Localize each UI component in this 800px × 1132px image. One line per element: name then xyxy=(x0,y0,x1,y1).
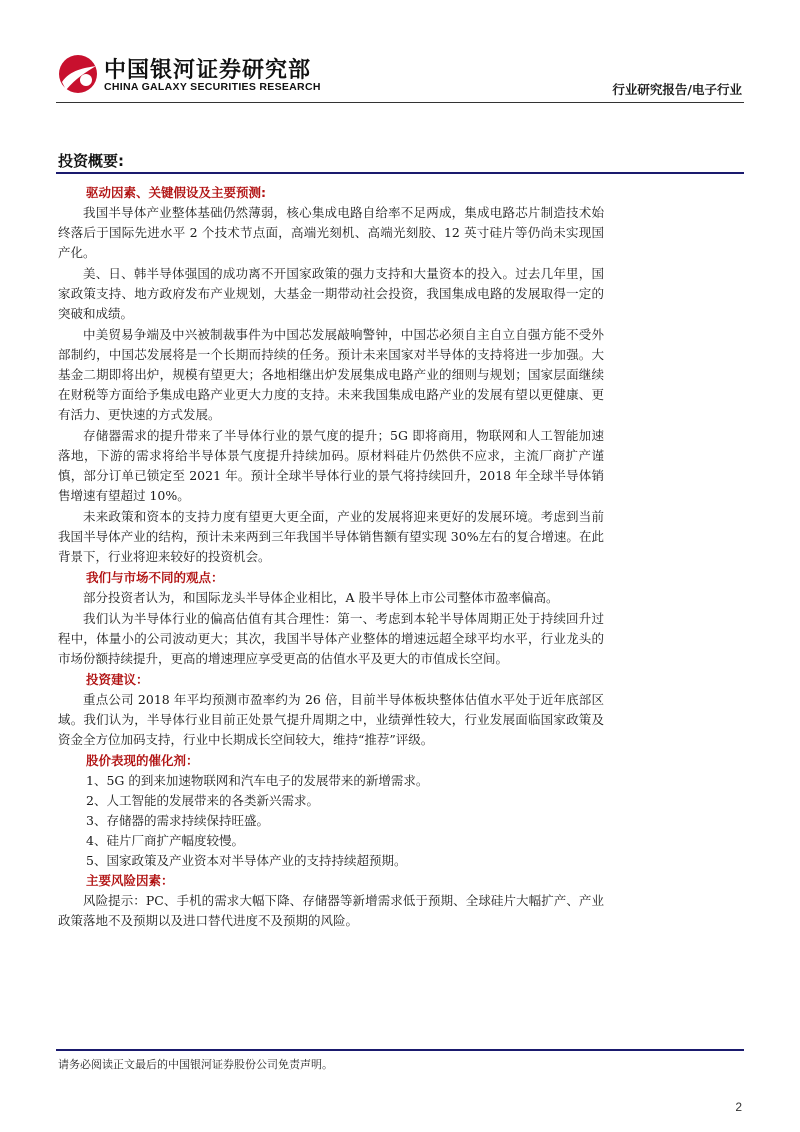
summary-body xyxy=(58,183,604,932)
brand-name-cn: 中国银河证券研究部 xyxy=(104,58,312,83)
catalyst-item: 2、人工智能的发展带来的各类新兴需求。 xyxy=(86,793,319,808)
catalyst-item: 3、存储器的需求持续保持旺盛。 xyxy=(86,813,269,828)
catalyst-item: 1、5G 的到来加速物联网和汽车电子的发展带来的新增需求。 xyxy=(86,773,429,788)
footer-divider xyxy=(56,1049,744,1051)
drivers-paragraph: 美、日、韩半导体强国的成功离不开国家政策的强力支持和大量资本的投入。过去几年里，国家政策支持、地方政府发布产业规划，大基金一期带动社会投资，我国集成电路的发展取得一定的突破和成绩。 xyxy=(58,266,604,321)
drivers-paragraph: 存储器需求的提升带来了半导体行业的景气度的提升；5G 即将商用，物联网和人工智能加速落地，下游的需求将给半导体景气度提升持续加码。原材料硅片仍然供不应求，主流厂商扩产谨慎，部分订单已锁定至 2021 年。预计全球半导体行业的景气将持续回升，2018 年全球半导体销售增速有望超过 10%。 xyxy=(58,428,604,503)
advice-heading: 投资建议： xyxy=(86,672,149,687)
title-divider xyxy=(56,172,744,174)
catalyst-item: 4、硅片厂商扩产幅度较慢。 xyxy=(86,833,244,848)
views-paragraph: 我们认为半导体行业的偏高估值有其合理性：第一、考虑到本轮半导体周期正处于持续回升过程中，体量小的公司波动更大；其次，我国半导体产业整体的增速远超全球平均水平，行业龙头的市场份额持续提升，更高的增速理应享受更高的估值水平及更大的市值成长空间。 xyxy=(58,611,604,666)
brand-name-en: CHINA GALAXY SECURITIES RESEARCH xyxy=(104,81,321,93)
drivers-heading: 驱动因素、关键假设及主要预测: xyxy=(86,185,266,200)
drivers-paragraph: 未来政策和资本的支持力度有望更大更全面，产业的发展将迎来更好的发展环境。考虑到当前我国半导体产业的结构，预计未来两到三年我国半导体销售额有望实现 30%左右的复合增速。在此背景下，行业将迎来较好的投资机会。 xyxy=(58,509,604,564)
views-heading: 我们与市场不同的观点： xyxy=(86,570,224,585)
report-type: 行业研究报告/电子行业 xyxy=(612,82,742,97)
advice-paragraph: 重点公司 2018 年平均预测市盈率约为 26 倍，目前半导体板块整体估值水平处于近年底部区域。我们认为，半导体行业目前正处景气提升周期之中，业绩弹性较大，行业发展面临国家政策及资金全方位加码支持，行业中长期成长空间较大，维持“推荐”评级。 xyxy=(58,692,604,747)
company-logo-icon xyxy=(56,52,100,96)
header-divider xyxy=(56,102,744,103)
page-number: 2 xyxy=(735,1100,742,1114)
catalyst-item: 5、国家政策及产业资本对半导体产业的支持持续超预期。 xyxy=(86,853,407,868)
views-paragraph: 部分投资者认为，和国际龙头半导体企业相比，A 股半导体上市公司整体市盈率偏高。 xyxy=(83,590,559,605)
disclaimer-text: 请务必阅读正文最后的中国银河证券股份公司免责声明。 xyxy=(58,1058,333,1071)
risks-heading: 主要风险因素： xyxy=(86,873,174,888)
page-title: 投资概要: xyxy=(58,152,124,170)
drivers-paragraph: 我国半导体产业整体基础仍然薄弱，核心集成电路自给率不足两成，集成电路芯片制造技术始终落后于国际先进水平 2 个技术节点面，高端光刻机、高端光刻胶、12 英寸硅片等仍尚未实现国产化。 xyxy=(58,205,604,260)
risks-paragraph: 风险提示：PC、手机的需求大幅下降、存储器等新增需求低于预期、全球硅片大幅扩产、产业政策落地不及预期以及进口替代进度不及预期的风险。 xyxy=(58,893,604,928)
drivers-paragraph: 中美贸易争端及中兴被制裁事件为中国芯发展敲响警钟，中国芯必须自主自立自强方能不受外部制约，中国芯发展将是一个长期而持续的任务。预计未来国家对半导体的支持将进一步加强。大基金二期即将出炉，规模有望更大；各地相继出炉发展集成电路产业的细则与规划；国家层面继续在财税等方面给予集成电路产业更大力度的支持。未来我国集成电路产业的发展有望以更健康、更有活力、更快速的方式发展。 xyxy=(58,327,604,422)
catalysts-heading: 股价表现的催化剂： xyxy=(86,753,199,768)
